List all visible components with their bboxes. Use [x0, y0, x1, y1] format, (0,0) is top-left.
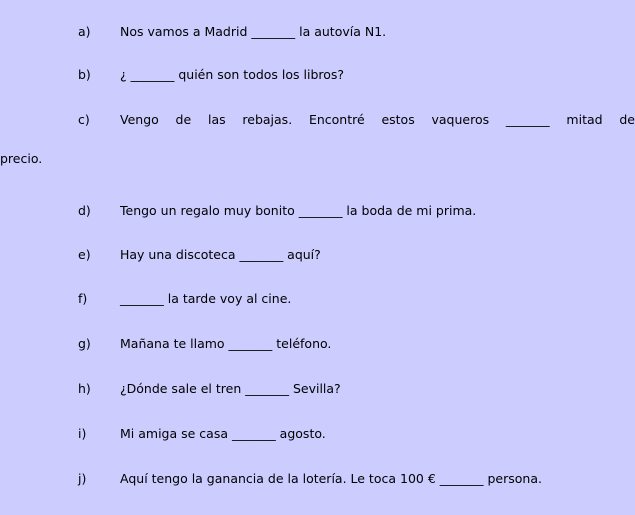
exercise-item-i: [0, 424, 635, 444]
item-letter: c): [78, 112, 90, 127]
item-sentence: Mañana te llamo _______ teléfono.: [120, 336, 332, 351]
item-sentence: ¿ _______ quién son todos los libros?: [120, 67, 345, 82]
item-letter: h): [78, 381, 91, 396]
item-sentence: Nos vamos a Madrid _______ la autovía N1.: [120, 24, 387, 39]
item-sentence: Vengo de las rebajas. Encontré estos vaqueros _______ mitad de: [120, 112, 635, 127]
item-letter: b): [78, 67, 91, 82]
exercise-item-j: [0, 469, 635, 489]
item-sentence: Hay una discoteca _______ aquí?: [120, 247, 321, 262]
item-letter: i): [78, 426, 87, 441]
exercise-item-c: [0, 110, 635, 130]
exercise-item-e: [0, 245, 635, 265]
item-letter: d): [78, 203, 91, 218]
item-letter: f): [78, 291, 88, 306]
exercise-item-f: [0, 289, 635, 309]
exercise-item-c-continuation: [0, 149, 635, 169]
exercise-item-g: [0, 334, 635, 354]
item-sentence-continuation: precio.: [0, 151, 43, 166]
item-sentence: ¿Dónde sale el tren _______ Sevilla?: [120, 381, 341, 396]
item-sentence: Aquí tengo la ganancia de la lotería. Le toca 100 € _______ persona.: [120, 471, 542, 486]
item-sentence: Tengo un regalo muy bonito _______ la boda de mi prima.: [120, 203, 477, 218]
item-letter: e): [78, 247, 91, 262]
exercise-item-b: [0, 65, 635, 85]
item-sentence: Mi amiga se casa _______ agosto.: [120, 426, 326, 441]
item-letter: j): [78, 471, 87, 486]
item-letter: g): [78, 336, 91, 351]
item-letter: a): [78, 24, 91, 39]
item-sentence: _______ la tarde voy al cine.: [120, 291, 292, 306]
exercise-item-d: [0, 201, 635, 221]
exercise-item-a: [0, 22, 635, 42]
exercise-item-h: [0, 379, 635, 399]
